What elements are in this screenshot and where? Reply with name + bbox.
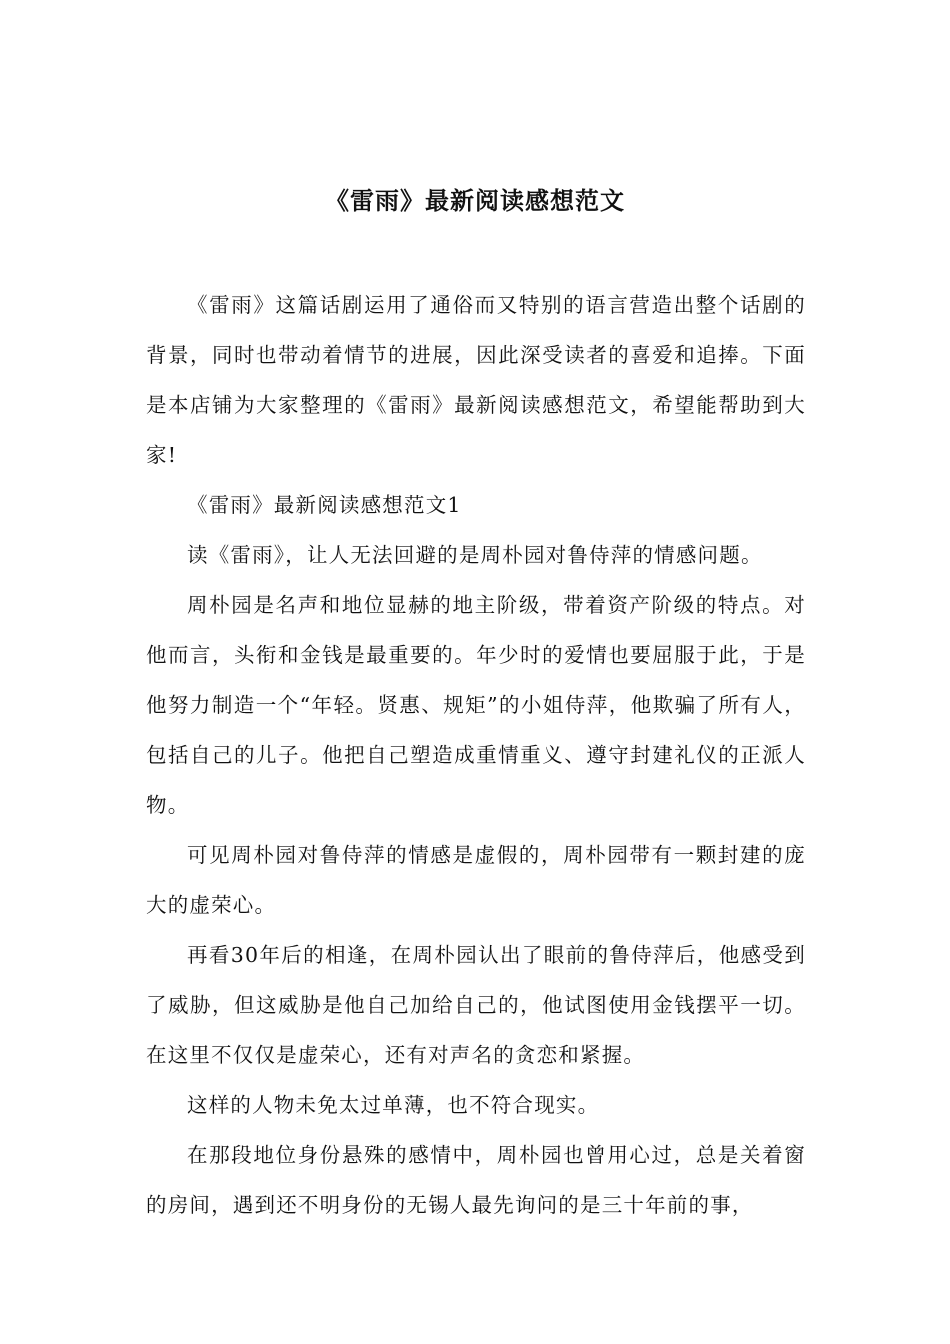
paragraph-subheading: 《雷雨》最新阅读感想范文1 — [187, 493, 462, 517]
paragraph: 周朴园是名声和地位显赫的地主阶级，带着资产阶级的特点。对他而言，头衔和金钱是最重要的。年少时的爱情也要屈服于此，于是他努力制造一个“年轻。贤惠、规矩”的小姐侍萍，他欺骗了所有人，包括自己的儿子。他把自己塑造成重情重义、遵守封建礼仪的正派人物。 — [146, 593, 806, 817]
document-title: 《雷雨》最新阅读感想范文 — [325, 186, 625, 215]
paragraph: 可见周朴园对鲁侍萍的情感是虚假的，周朴园带有一颗封建的庞大的虚荣心。 — [146, 843, 806, 917]
paragraph-intro: 《雷雨》这篇话剧运用了通俗而又特别的语言营造出整个话剧的背景，同时也带动着情节的进展，因此深受读者的喜爱和追捧。下面是本店铺为大家整理的《雷雨》最新阅读感想范文，希望能帮助到大家! — [146, 293, 806, 467]
document-body — [146, 280, 806, 1230]
paragraph: 在那段地位身份悬殊的感情中，周朴园也曾用心过，总是关着窗的房间，遇到还不明身份的无锡人最先询问的是三十年前的事， — [146, 1143, 806, 1217]
paragraph: 再看30年后的相逢，在周朴园认出了眼前的鲁侍萍后，他感受到了威胁，但这威胁是他自己加给自己的，他试图使用金钱摆平一切。在这里不仅仅是虚荣心，还有对声名的贪恋和紧握。 — [146, 943, 806, 1067]
paragraph: 读《雷雨》，让人无法回避的是周朴园对鲁侍萍的情感问题。 — [187, 543, 763, 567]
paragraph: 这样的人物未免太过单薄，也不符合现实。 — [187, 1093, 600, 1117]
